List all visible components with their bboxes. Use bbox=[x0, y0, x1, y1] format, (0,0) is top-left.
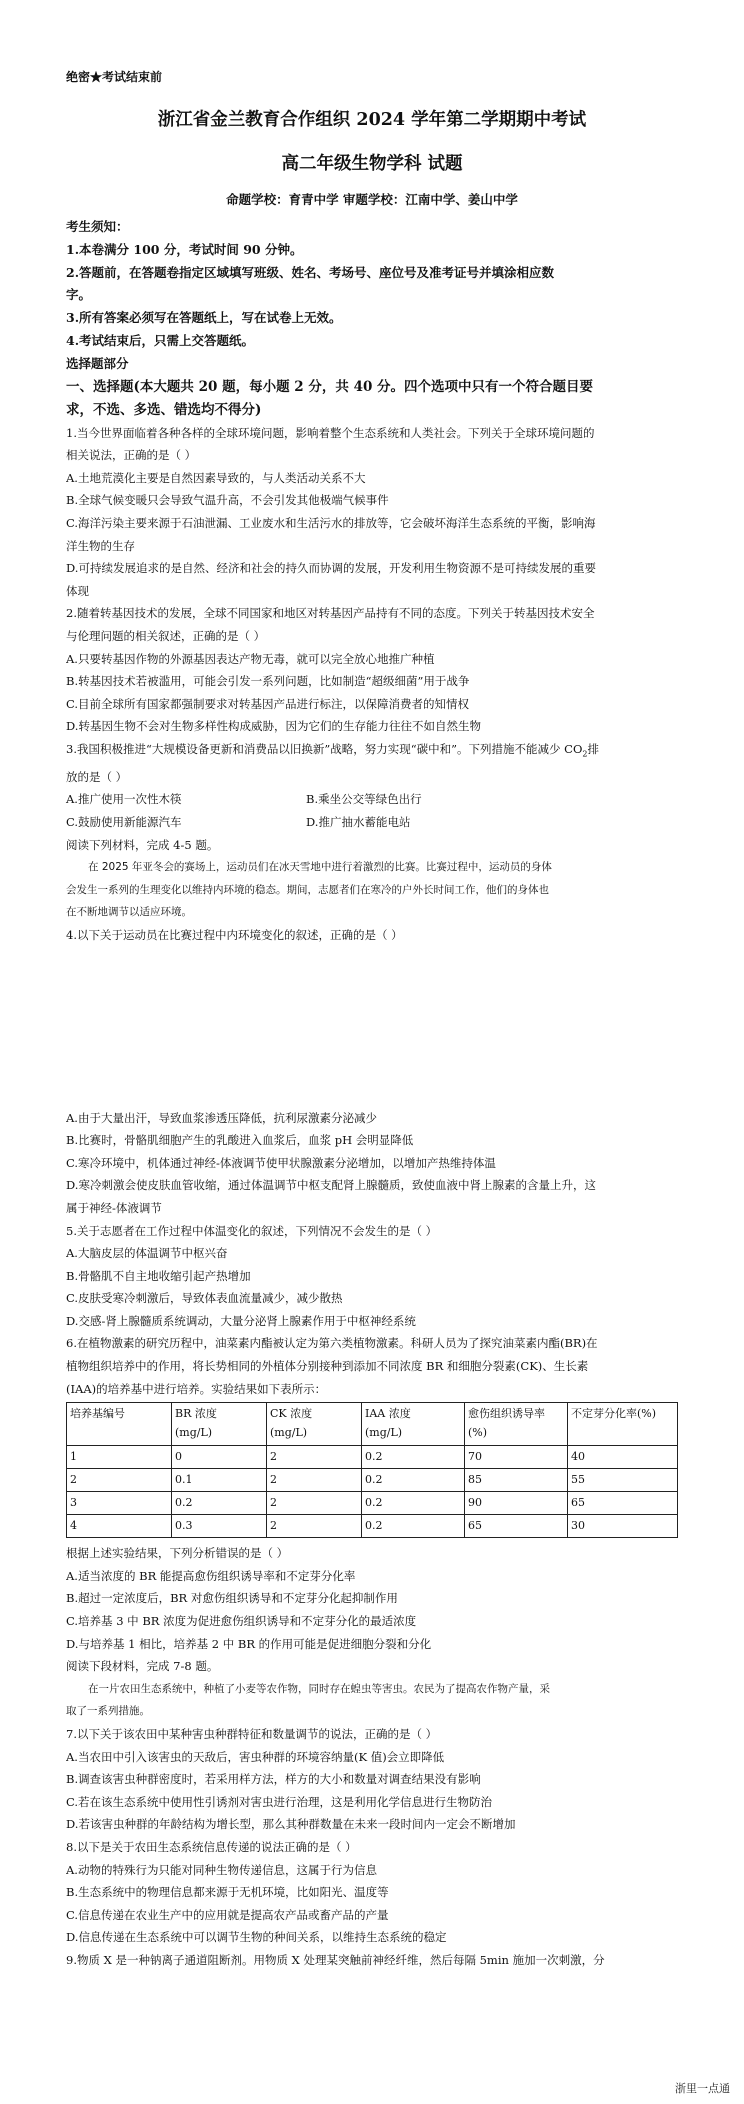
section-heading: 一、选择题(本大题共 20 题，每小题 2 分，共 40 分。四个选项中只有一个符合题目要 bbox=[66, 378, 594, 395]
table-cell: 85 bbox=[465, 1469, 568, 1492]
question-4-option-c: C.寒冷环境中，机体通过神经-体液调节使甲状腺激素分泌增加，以增加产热维持体温 bbox=[66, 1155, 496, 1170]
table-cell: 65 bbox=[465, 1515, 568, 1538]
question-3-stem-tail: 排 bbox=[587, 741, 599, 756]
table-cell: 0.2 bbox=[362, 1469, 465, 1492]
question-1-stem: 1.当今世界面临着各种各样的全球环境问题，影响着整个生态系统和人类社会。下列关于全球环境问题的 bbox=[66, 425, 595, 440]
question-3-option-b: B.乘坐公交等绿色出行 bbox=[306, 792, 422, 807]
table-row bbox=[67, 1515, 678, 1538]
question-7-option-d: D.若该害虫种群的年龄结构为增长型，那么其种群数量在未来一段时间内一定会不断增加 bbox=[66, 1817, 516, 1832]
table-cell: 2 bbox=[67, 1469, 172, 1492]
secret-label: 绝密★考试结束前 bbox=[66, 70, 163, 84]
footer-watermark: 浙里一点通 bbox=[675, 2082, 730, 2095]
question-8-option-a: A.动物的特殊行为只能对同种生物传递信息，这属于行为信息 bbox=[66, 1862, 377, 1877]
reading-text: 在一片农田生态系统中，种植了小麦等农作物，同时存在蝗虫等害虫。农民为了提高农作物产量，采 bbox=[88, 1682, 550, 1695]
question-8-option-d: D.信息传递在生态系统中可以调节生物的种间关系，以维持生态系统的稳定 bbox=[66, 1930, 447, 1945]
table-cell: 2 bbox=[267, 1515, 362, 1538]
question-5-option-a: A.大脑皮层的体温调节中枢兴奋 bbox=[66, 1246, 228, 1261]
question-4-option-a: A.由于大量出汗，导致血浆渗透压降低，抗利尿激素分泌减少 bbox=[66, 1110, 377, 1125]
question-3-option-d: D.推广抽水蓄能电站 bbox=[306, 814, 411, 829]
question-5-option-b: B.骨骼肌不自主地收缩引起产热增加 bbox=[66, 1268, 251, 1283]
table-header-cell: CK 浓度 (mg/L) bbox=[267, 1403, 362, 1446]
table-header-row bbox=[67, 1403, 678, 1446]
table-cell: 2 bbox=[267, 1469, 362, 1492]
question-1-stem: 相关说法，正确的是（ ） bbox=[66, 448, 197, 463]
question-1-option-c: C.海洋污染主要来源于石油泄漏、工业废水和生活污水的排放等，它会破坏海洋生态系统的平衡，影响海 bbox=[66, 515, 596, 530]
question-3-options-row bbox=[66, 788, 678, 811]
reading-intro: 阅读下列材料，完成 4-5 题。 bbox=[66, 837, 219, 852]
table-cell: 90 bbox=[465, 1492, 568, 1515]
question-7-option-c: C.若在该生态系统中使用性引诱剂对害虫进行治理，这是利用化学信息进行生物防治 bbox=[66, 1794, 493, 1809]
question-6-after: 根据上述实验结果，下列分析错误的是（ ） bbox=[66, 1546, 289, 1561]
question-8-stem: 8.以下是关于农田生态系统信息传递的说法正确的是（ ） bbox=[66, 1839, 357, 1854]
question-3-stem: 放的是（ ） bbox=[66, 769, 128, 784]
table-cell: 1 bbox=[67, 1446, 172, 1469]
reading-text: 在 2025 年亚冬会的赛场上，运动员们在冰天雪地中进行着激烈的比赛。比赛过程中，运动员的身体 bbox=[88, 861, 552, 874]
notice-heading: 考生须知： bbox=[66, 219, 129, 234]
question-6-stem: 植物组织培养中的作用，将长势相同的外植体分别接种到添加不同浓度 BR 和细胞分裂素(CK)、生长素 bbox=[66, 1359, 589, 1374]
table-cell: 0.3 bbox=[172, 1515, 267, 1538]
experiment-table bbox=[66, 1402, 678, 1538]
question-5-stem: 5.关于志愿者在工作过程中体温变化的叙述，下列情况不会发生的是（ ） bbox=[66, 1223, 438, 1238]
reading-text: 取了一系列措施。 bbox=[66, 1705, 150, 1718]
table-cell: 0.2 bbox=[172, 1492, 267, 1515]
question-1-option-d: D.可持续发展追求的是自然、经济和社会的持久而协调的发展，开发利用生物资源不是可持续发展的重要 bbox=[66, 561, 596, 576]
table-cell: 0.2 bbox=[362, 1446, 465, 1469]
question-3-option-a: A.推广使用一次性木筷 bbox=[66, 792, 182, 807]
table-cell: 0.1 bbox=[172, 1469, 267, 1492]
table-header-cell: BR 浓度 (mg/L) bbox=[172, 1403, 267, 1446]
exam-subject-title: 高二年级生物学科 试题 bbox=[281, 154, 463, 174]
co2-subscript: 2 bbox=[582, 749, 588, 759]
question-8-option-b: B.生态系统中的物理信息都来源于无机环境，比如阳光、温度等 bbox=[66, 1885, 389, 1900]
question-3-options-row bbox=[66, 811, 678, 834]
question-6-option-b: B.超过一定浓度后，BR 对愈伤组织诱导和不定芽分化起抑制作用 bbox=[66, 1591, 398, 1606]
notice-item: 1.本卷满分 100 分，考试时间 90 分钟。 bbox=[66, 241, 303, 257]
table-cell: 2 bbox=[267, 1492, 362, 1515]
question-1-option-a: A.土地荒漠化主要是自然因素导致的，与人类活动关系不大 bbox=[66, 470, 366, 485]
question-2-option-c: C.目前全球所有国家都强制要求对转基因产品进行标注，以保障消费者的知情权 bbox=[66, 696, 470, 711]
question-5-option-d: D.交感-肾上腺髓质系统调动，大量分泌肾上腺素作用于中枢神经系统 bbox=[66, 1313, 416, 1328]
table-header-cell: 愈伤组织诱导率 (%) bbox=[465, 1403, 568, 1446]
question-1-option-d: 体现 bbox=[66, 583, 89, 598]
reading-text: 会发生一系列的生理变化以维持内环境的稳态。期间，志愿者们在寒冷的户外长时间工作，他们的身体也 bbox=[66, 883, 549, 896]
question-2-stem: 与伦理问题的相关叙述，正确的是（ ） bbox=[66, 628, 266, 643]
table-cell: 40 bbox=[568, 1446, 678, 1469]
table-cell: 0 bbox=[172, 1446, 267, 1469]
question-1-option-b: B.全球气候变暖只会导致气温升高，不会引发其他极端气候事件 bbox=[66, 493, 389, 508]
notice-item: 3.所有答案必须写在答题纸上，写在试卷上无效。 bbox=[66, 310, 342, 326]
answer-blank-space bbox=[66, 947, 678, 1107]
table-header-cell: 不定芽分化率(%) bbox=[568, 1403, 678, 1446]
table-header-cell: 培养基编号 bbox=[67, 1403, 172, 1446]
question-8-option-c: C.信息传递在农业生产中的应用就是提高农产品或畜产品的产量 bbox=[66, 1907, 389, 1922]
question-6-option-d: D.与培养基 1 相比，培养基 2 中 BR 的作用可能是促进细胞分裂和分化 bbox=[66, 1636, 432, 1651]
table-row bbox=[67, 1492, 678, 1515]
question-3-option-c: C.鼓励使用新能源汽车 bbox=[66, 814, 182, 829]
question-4-stem: 4.以下关于运动员在比赛过程中内环境变化的叙述，正确的是（ ） bbox=[66, 927, 403, 942]
table-row bbox=[67, 1469, 678, 1492]
table-cell: 0.2 bbox=[362, 1515, 465, 1538]
question-2-option-a: A.只要转基因作物的外源基因表达产物无毒，就可以完全放心地推广种植 bbox=[66, 651, 435, 666]
school-info: 命题学校：育青中学 审题学校：江南中学、姜山中学 bbox=[226, 192, 518, 207]
question-7-option-b: B.调查该害虫种群密度时，若采用样方法，样方的大小和数量对调查结果没有影响 bbox=[66, 1772, 481, 1787]
question-5-option-c: C.皮肤受寒冷刺激后，导致体表血流量减少，减少散热 bbox=[66, 1291, 343, 1306]
question-6-option-c: C.培养基 3 中 BR 浓度为促进愈伤组织诱导和不定芽分化的最适浓度 bbox=[66, 1614, 417, 1629]
question-6-stem: (IAA)的培养基中进行培养。实验结果如下表所示： bbox=[66, 1381, 327, 1396]
part-title: 选择题部分 bbox=[66, 355, 129, 371]
table-cell: 4 bbox=[67, 1515, 172, 1538]
table-header-cell: IAA 浓度 (mg/L) bbox=[362, 1403, 465, 1446]
reading-intro: 阅读下段材料，完成 7-8 题。 bbox=[66, 1659, 219, 1674]
question-6-stem: 6.在植物激素的研究历程中，油菜素内酯被认定为第六类植物激素。科研人员为了探究油菜素内酯(BR)在 bbox=[66, 1336, 598, 1351]
table-row bbox=[67, 1446, 678, 1469]
reading-text: 在不断地调节以适应环境。 bbox=[66, 906, 192, 919]
notice-item: 2.答题前，在答题卷指定区域填写班级、姓名、考场号、座位号及准考证号并填涂相应数 bbox=[66, 264, 555, 280]
notice-item: 4.考试结束后，只需上交答题纸。 bbox=[66, 332, 255, 348]
table-cell: 2 bbox=[267, 1446, 362, 1469]
exam-content bbox=[66, 66, 678, 1972]
question-3-stem bbox=[66, 738, 678, 766]
table-cell: 65 bbox=[568, 1492, 678, 1515]
question-9-stem: 9.物质 X 是一种钠离子通道阻断剂。用物质 X 处理某突触前神经纤维，然后每隔 5min 施加一次刺激，分 bbox=[66, 1952, 605, 1967]
question-2-option-b: B.转基因技术若被滥用，可能会引发一系列问题，比如制造“超级细菌”用于战争 bbox=[66, 674, 470, 689]
question-6-option-a: A.适当浓度的 BR 能提高愈伤组织诱导率和不定芽分化率 bbox=[66, 1568, 356, 1583]
table-cell: 3 bbox=[67, 1492, 172, 1515]
question-1-option-c: 洋生物的生存 bbox=[66, 538, 135, 553]
question-7-option-a: A.当农田中引入该害虫的天敌后，害虫种群的环境容纳量(K 值)会立即降低 bbox=[66, 1749, 445, 1764]
question-4-option-b: B.比赛时，骨骼肌细胞产生的乳酸进入血浆后，血浆 pH 会明显降低 bbox=[66, 1133, 414, 1148]
exam-title: 浙江省金兰教育合作组织 2024 学年第二学期期中考试 bbox=[157, 110, 587, 130]
question-4-option-d: D.寒冷刺激会使皮肤血管收缩，通过体温调节中枢支配肾上腺髓质，致使血液中肾上腺素的含量上升，这 bbox=[66, 1178, 596, 1193]
question-3-stem-text: 3.我国积极推进“大规模设备更新和消费品以旧换新”战略，努力实现“碳中和”。下列措施不能减少 CO bbox=[66, 741, 583, 756]
question-4-option-d: 属于神经-体液调节 bbox=[66, 1200, 162, 1215]
question-7-stem: 7.以下关于该农田中某种害虫种群特征和数量调节的说法，正确的是（ ） bbox=[66, 1727, 438, 1741]
question-2-stem: 2.随着转基因技术的发展，全球不同国家和地区对转基因产品持有不同的态度。下列关于转基因技术安全 bbox=[66, 606, 595, 621]
section-heading-cont: 求，不选、多选、错选均不得分) bbox=[66, 401, 262, 418]
notice-item: 字。 bbox=[66, 287, 92, 303]
table-cell: 0.2 bbox=[362, 1492, 465, 1515]
table-cell: 70 bbox=[465, 1446, 568, 1469]
table-cell: 55 bbox=[568, 1469, 678, 1492]
table-cell: 30 bbox=[568, 1515, 678, 1538]
question-2-option-d: D.转基因生物不会对生物多样性构成威胁，因为它们的生存能力往往不如自然生物 bbox=[66, 719, 481, 734]
